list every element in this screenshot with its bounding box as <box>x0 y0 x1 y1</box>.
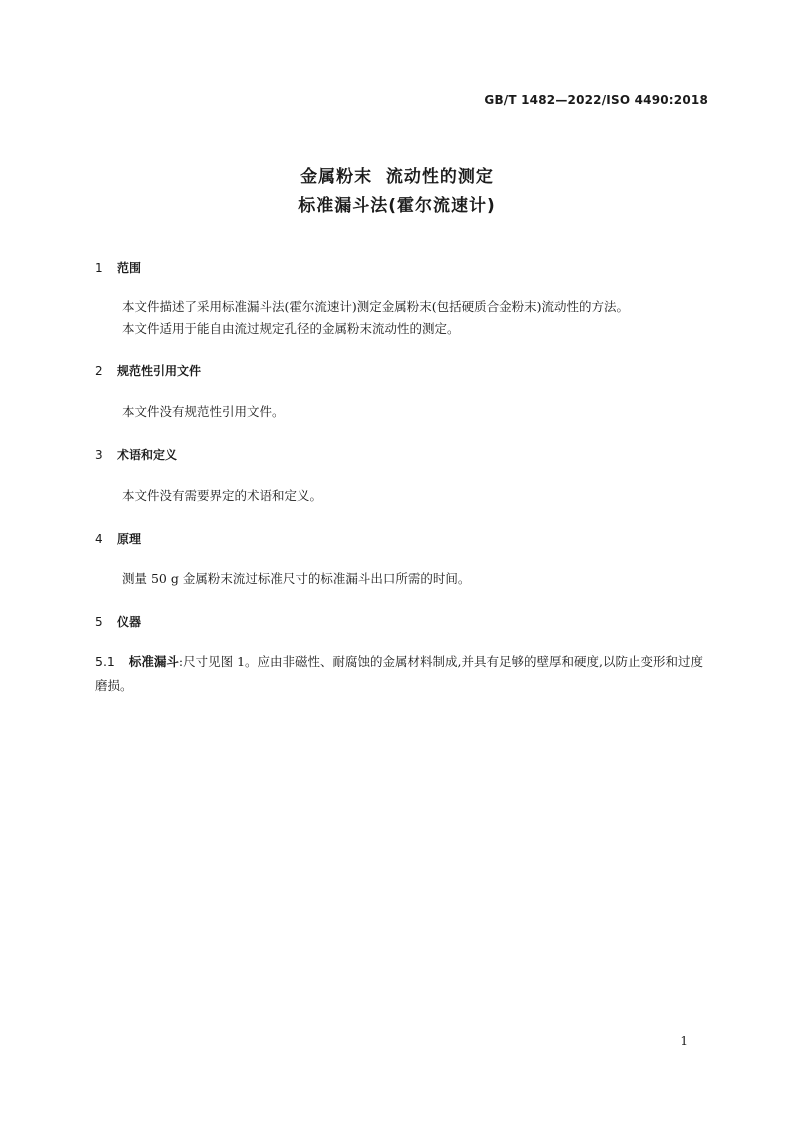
section-number: 2 <box>95 364 103 378</box>
paragraph-normative-references: 本文件没有规范性引用文件。 <box>122 404 285 419</box>
clause-term: 标准漏斗 <box>128 654 179 669</box>
section-title: 范围 <box>117 261 142 275</box>
section-number: 1 <box>95 261 103 275</box>
section-heading-apparatus <box>95 613 141 630</box>
clause-number: 5.1 <box>95 654 115 669</box>
section-heading-principle <box>95 530 141 547</box>
page-number: 1 <box>680 1034 688 1048</box>
section-number: 4 <box>95 532 103 546</box>
section-title: 规范性引用文件 <box>117 364 202 378</box>
paragraph-scope-1: 本文件描述了采用标准漏斗法(霍尔流速计)测定金属粉末(包括硬质合金粉末)流动性的方法。 <box>122 299 630 314</box>
section-number: 5 <box>95 615 103 629</box>
paragraph-principle: 测量 50 g 金属粉末流过标准尺寸的标准漏斗出口所需的时间。 <box>122 571 471 586</box>
document-code: GB/T 1482—2022/ISO 4490:2018 <box>484 93 708 107</box>
section-heading-terms <box>95 446 177 463</box>
section-number: 3 <box>95 448 103 462</box>
paragraph-scope-2: 本文件适用于能自由流过规定孔径的金属粉末流动性的测定。 <box>122 321 460 336</box>
clause-5-1 <box>95 650 715 698</box>
clause-text: :尺寸见图 1。应由非磁性、耐腐蚀的金属材料制成,并具有足够的壁厚和硬度,以防止变形和过度磨损。 <box>95 654 703 693</box>
section-title: 原理 <box>117 532 142 546</box>
document-title-line-1: 金属粉末 流动性的测定 <box>300 167 494 187</box>
section-title: 术语和定义 <box>117 448 178 462</box>
section-heading-normative-references <box>95 362 201 379</box>
paragraph-terms: 本文件没有需要界定的术语和定义。 <box>122 488 323 503</box>
section-heading-scope <box>95 259 141 276</box>
document-title-line-2: 标准漏斗法(霍尔流速计) <box>298 196 496 216</box>
section-title: 仪器 <box>117 615 142 629</box>
